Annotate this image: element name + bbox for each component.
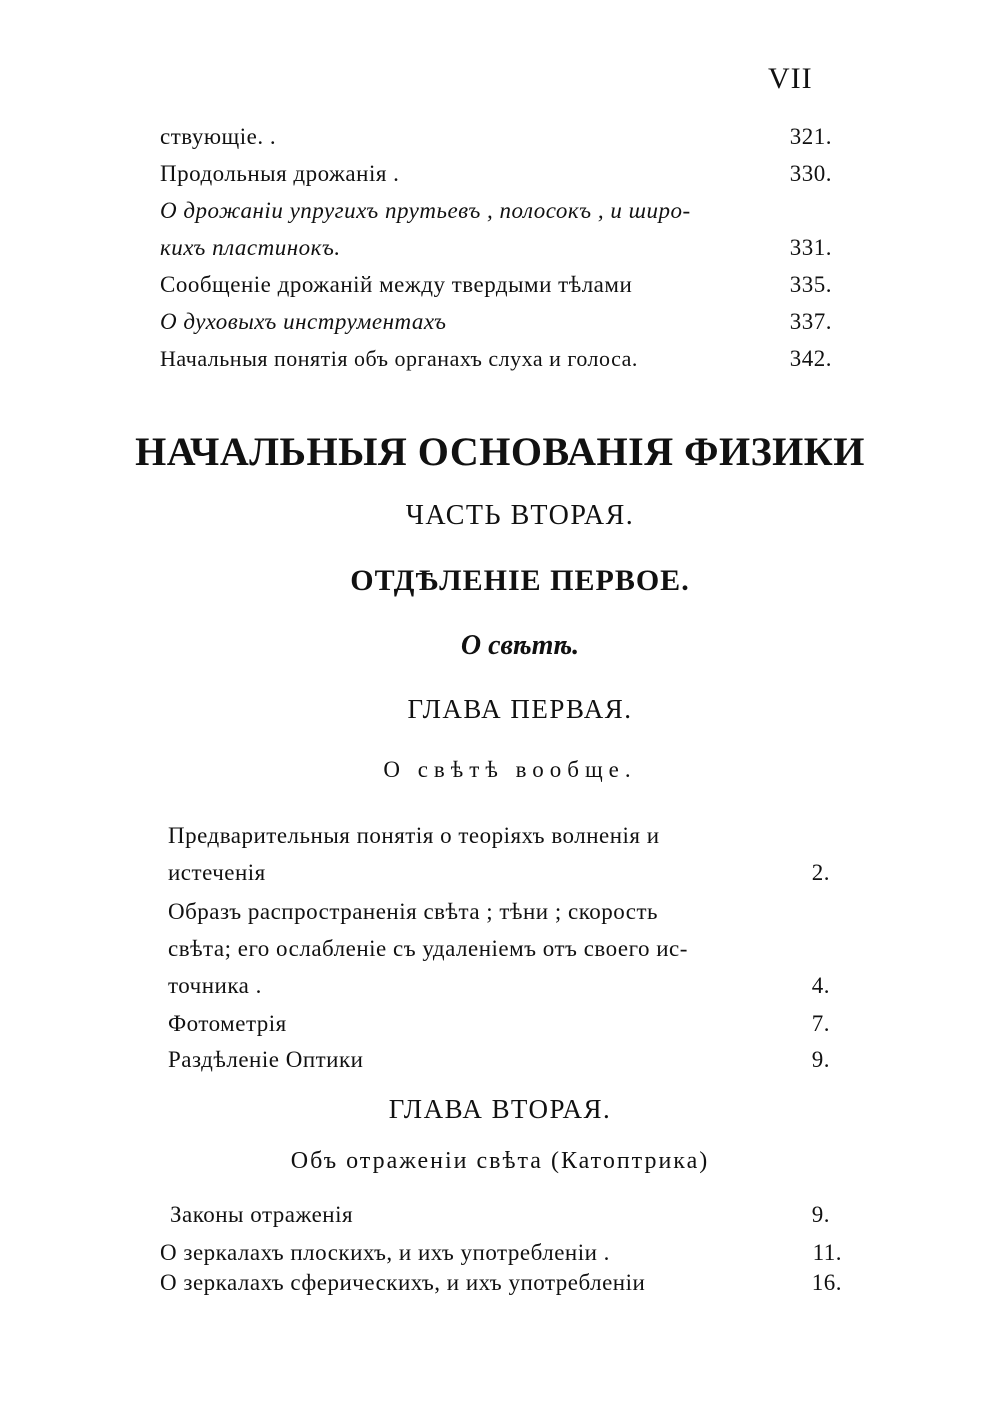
toc-entry-text: ствующіе. .	[160, 124, 277, 149]
toc-entry-text: Фотометрія	[168, 1011, 287, 1036]
division-title: ОТДѢЛЕНІЕ ПЕРВОЕ.	[350, 564, 690, 597]
chapter1-title: ГЛАВА ПЕРВАЯ.	[407, 694, 633, 724]
toc-entry-page: 321.	[789, 124, 832, 149]
toc-entry-page: 335.	[789, 272, 832, 297]
toc-entry-text: истеченія	[168, 860, 266, 885]
part-title: ЧАСТЬ ВТОРАЯ.	[405, 500, 635, 531]
toc-entry-text: О зеркалахъ сферическихъ, и ихъ употребленіи	[160, 1270, 646, 1295]
toc-entry-text: точника .	[168, 973, 262, 998]
toc-entry-page: 331.	[789, 235, 832, 260]
toc-entry-page: 337.	[789, 309, 832, 334]
toc-entry-text: О духовыхъ инструментахъ	[160, 309, 447, 334]
toc-entry-page: 16.	[811, 1270, 842, 1295]
page-number: VII	[768, 62, 813, 95]
toc-entry-page: 11.	[812, 1240, 842, 1265]
toc-entry-page: 330.	[789, 161, 832, 186]
division-subject: О свѣтѣ.	[460, 630, 580, 661]
toc-entry-text: Образъ распространенія свѣта ; тѣни ; скорость	[168, 899, 659, 924]
chapter2-subject: Объ отраженіи свѣта (Катоптрика)	[290, 1148, 710, 1174]
toc-entry-page: 2.	[811, 860, 830, 885]
toc-entry-text: Начальныя понятія объ органахъ слуха и голоса.	[160, 346, 638, 371]
toc-entry-page: 7.	[811, 1011, 830, 1036]
toc-entry-text: Сообщеніе дрожаній между твердыми тѣлами	[160, 272, 633, 297]
chapter1-subject: О свѣтѣ вообще.	[383, 757, 637, 782]
toc-entry-text: Раздѣленіе Оптики	[168, 1047, 364, 1072]
main-title: НАЧАЛЬНЫЯ ОСНОВАНІЯ ФИЗИКИ	[135, 429, 865, 474]
toc-entry-text: О зеркалахъ плоскихъ, и ихъ употребленіи .	[160, 1240, 610, 1265]
toc-entry-text: Законы отраженія	[170, 1202, 354, 1227]
toc-entry-page: 342.	[789, 346, 832, 371]
toc-entry-text: Продольныя дрожанія .	[160, 161, 400, 186]
toc-entry-page: 9.	[811, 1047, 830, 1072]
toc-entry-text: О дрожаніи упругихъ прутьевъ , полосокъ , и широ-	[160, 198, 691, 223]
toc-entry-text: Предварительныя понятія о теоріяхъ волненія и	[168, 823, 660, 848]
toc-entry-page: 4.	[811, 973, 830, 998]
toc-entry-page: 9.	[811, 1202, 830, 1227]
toc-entry-text: свѣта; его ослабленіе съ удаленіемъ отъ своего ис-	[168, 936, 688, 961]
toc-entry-text: кихъ пластинокъ.	[160, 235, 341, 260]
chapter2-title: ГЛАВА ВТОРАЯ.	[388, 1094, 612, 1124]
